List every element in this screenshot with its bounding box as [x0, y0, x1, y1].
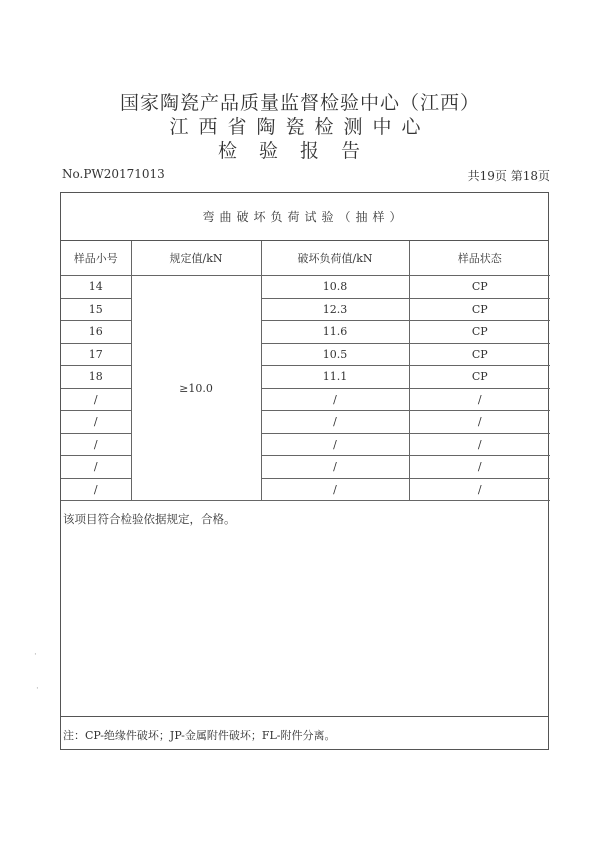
failure-load: 12.3 [261, 298, 409, 321]
results-table [61, 241, 550, 501]
sample-id: / [61, 478, 131, 501]
col-spec-value: 规定值/kN [131, 241, 261, 276]
col-sample-status: 样品状态 [409, 241, 550, 276]
conclusion-text: 该项目符合检验依据规定，合格。 [63, 512, 236, 526]
legend-note: 注：CP-绝缘件破坏；JP-金属附件破坏；FL-附件分离。 [63, 729, 336, 742]
sample-status: CP [409, 366, 550, 389]
failure-load: / [261, 433, 409, 456]
sample-id: 17 [61, 343, 131, 366]
failure-load: 11.6 [261, 321, 409, 344]
sample-status: / [409, 388, 550, 411]
col-sample-no: 样品小号 [61, 241, 131, 276]
sample-status: / [409, 456, 550, 479]
spec-value-cell: ≥10.0 [131, 276, 261, 501]
report-heading: 检验报告 [217, 140, 382, 162]
sample-id: 16 [61, 321, 131, 344]
sample-id: / [61, 388, 131, 411]
sample-status: / [409, 411, 550, 434]
sample-id: 15 [61, 298, 131, 321]
sample-id: 14 [61, 276, 131, 299]
report-number: No.PW20171013 [62, 167, 165, 181]
sample-status: CP [409, 276, 550, 299]
sample-id: 18 [61, 366, 131, 389]
sample-id: / [61, 411, 131, 434]
sample-id: / [61, 433, 131, 456]
margin-speck: · [36, 684, 39, 694]
table-header-row [61, 241, 550, 276]
sample-id: / [61, 456, 131, 479]
sample-status: CP [409, 321, 550, 344]
note-divider [61, 716, 548, 717]
sample-status: / [409, 478, 550, 501]
sample-status: CP [409, 298, 550, 321]
failure-load: / [261, 478, 409, 501]
page-info: 共19页 第18页 [467, 169, 550, 183]
center-subname: 江西省陶瓷检测中心 [169, 116, 431, 138]
sample-status: / [409, 433, 550, 456]
failure-load: 10.8 [261, 276, 409, 299]
margin-speck: · [34, 650, 37, 660]
failure-load: / [261, 456, 409, 479]
sample-status: CP [409, 343, 550, 366]
center-name: 国家陶瓷产品质量监督检验中心（江西） [119, 92, 480, 114]
failure-load: 11.1 [261, 366, 409, 389]
report-frame [60, 192, 549, 750]
failure-load: 10.5 [261, 343, 409, 366]
table-row [61, 276, 550, 299]
test-title: 弯曲破坏负荷试验（抽样） [61, 193, 548, 241]
failure-load: / [261, 411, 409, 434]
failure-load: / [261, 388, 409, 411]
col-failure-load: 破坏负荷值/kN [261, 241, 409, 276]
